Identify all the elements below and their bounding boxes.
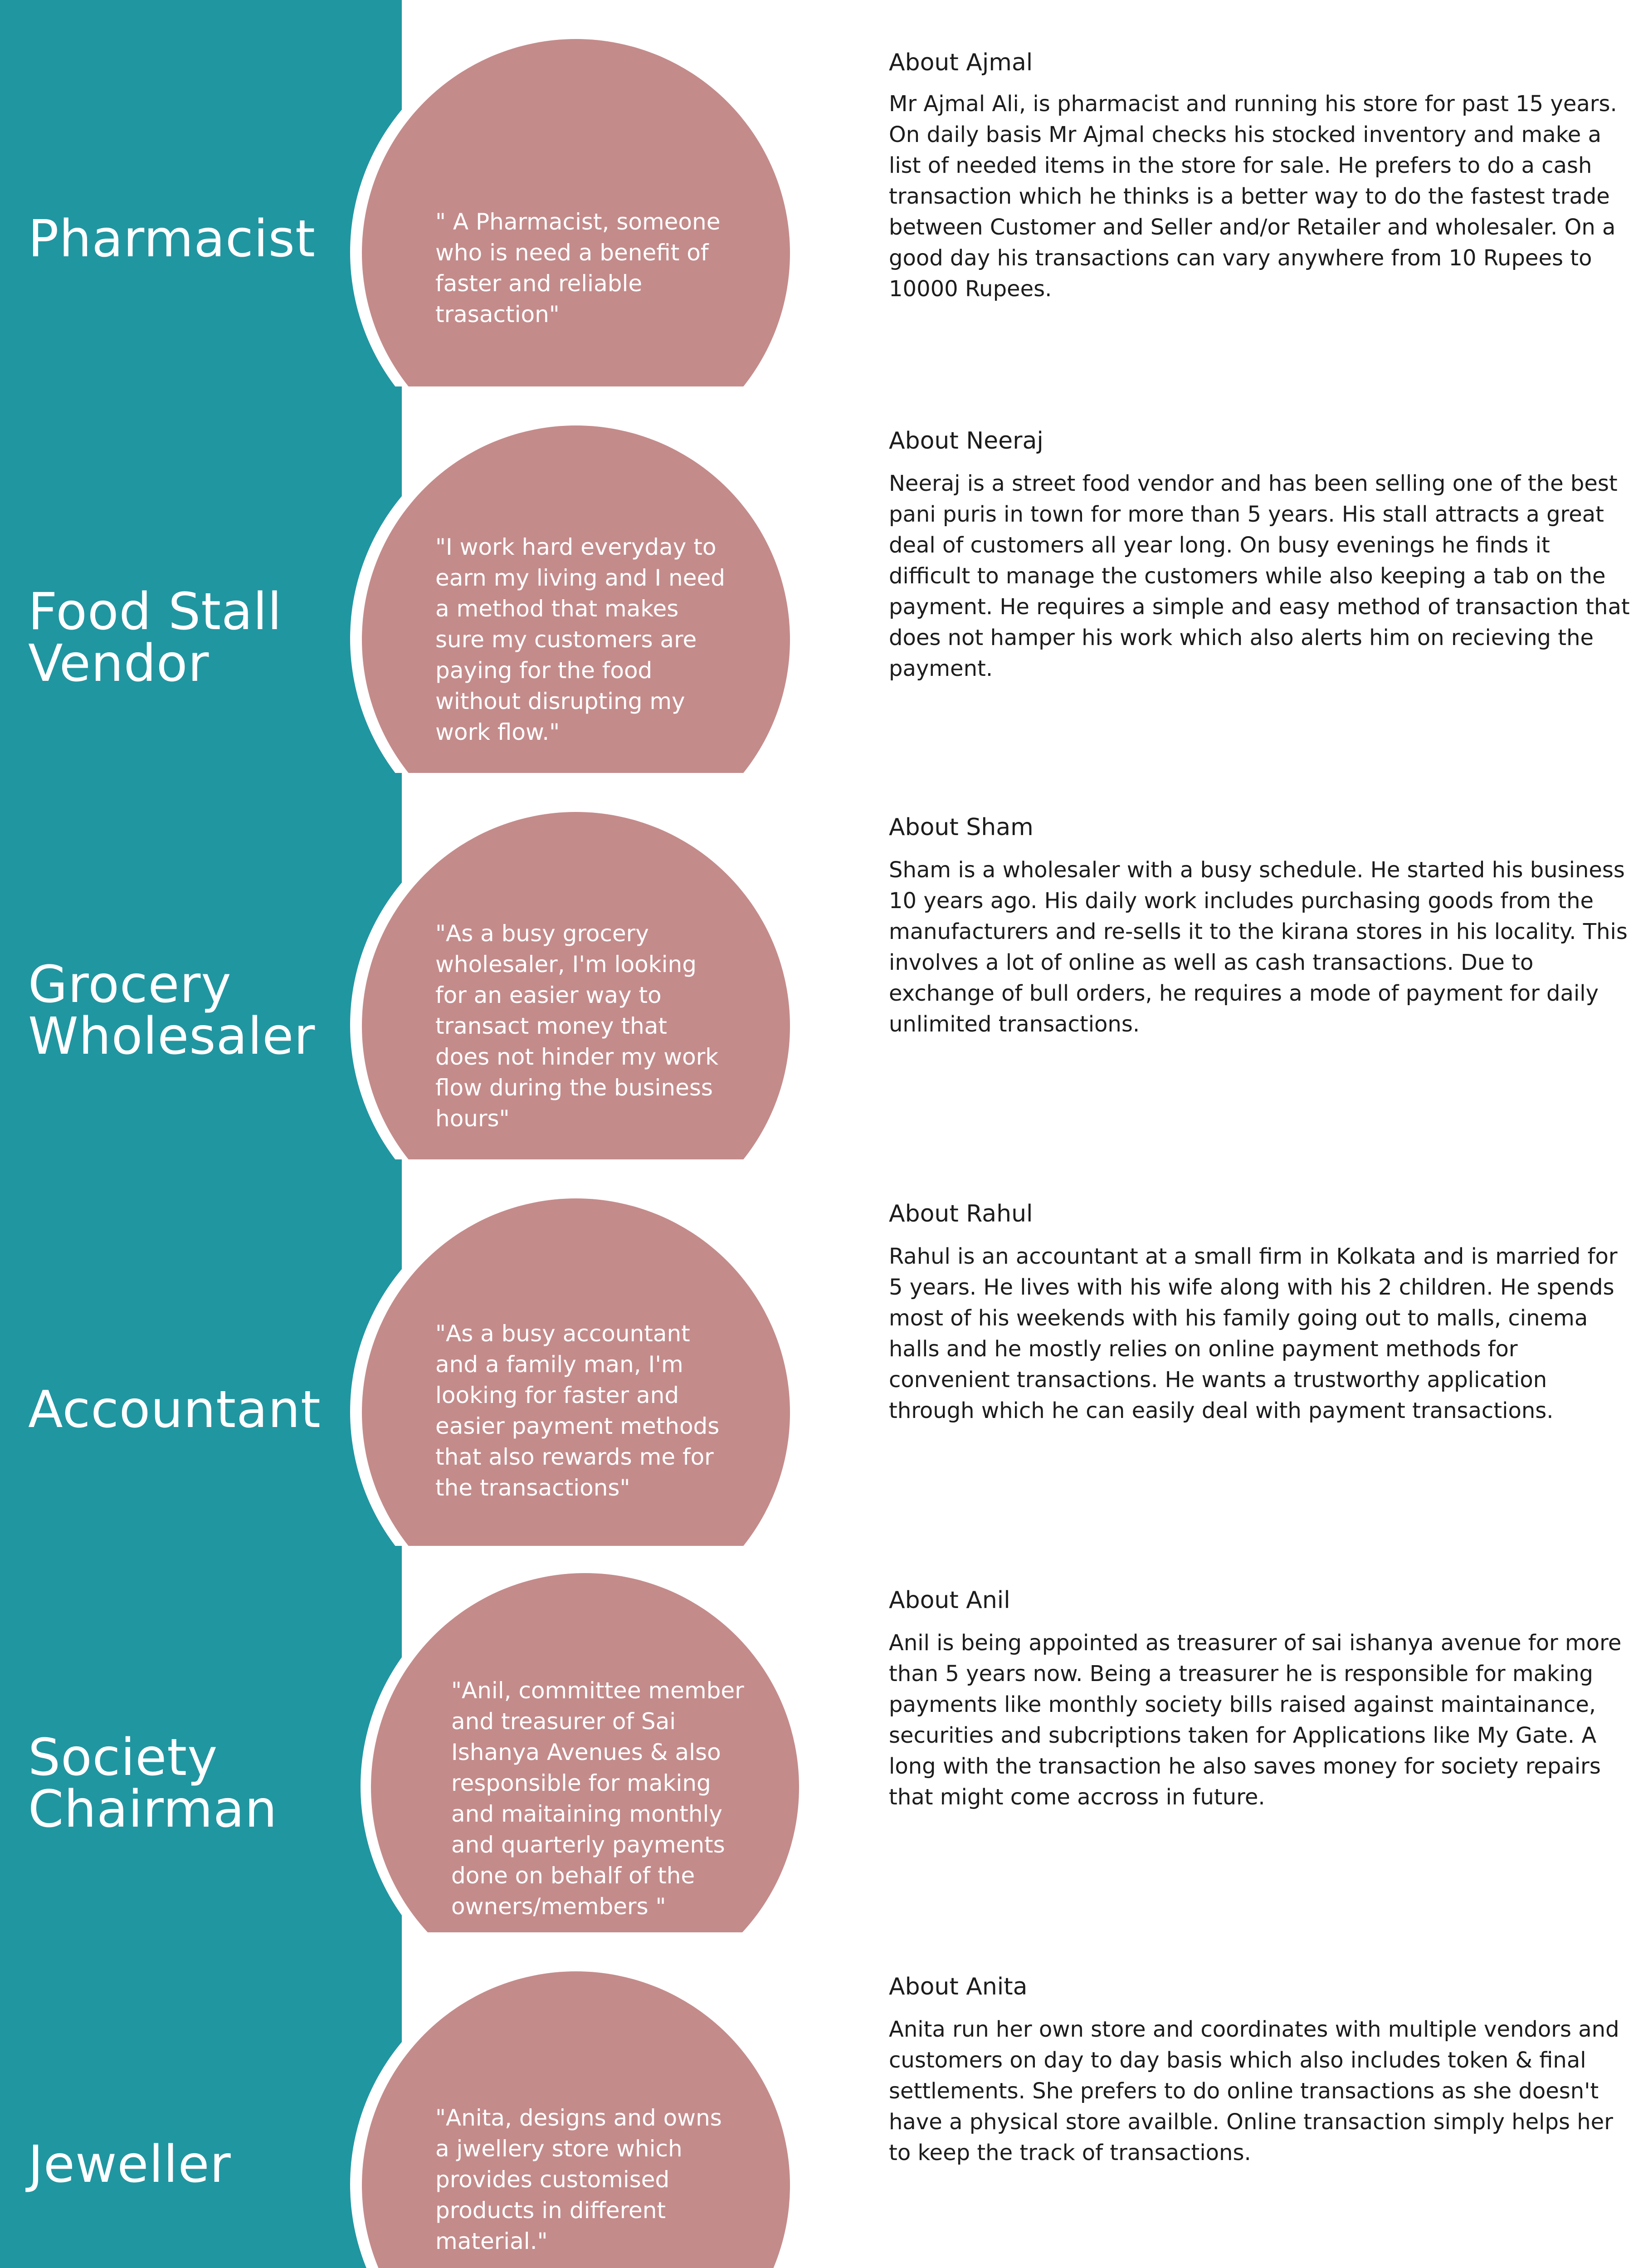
about-title: About Rahul <box>889 1200 1033 1227</box>
about-title: About Sham <box>889 814 1034 841</box>
persona-quote: "Anil, committee member and treasurer of Sai Ishanya Avenues & also responsible for making and maitaining monthly and quarterly payments done on behalf of the owners/members " <box>451 1677 744 1920</box>
persona-role: Grocery Wholesaler <box>28 955 316 1066</box>
about-body: Neeraj is a street food vendor and has been selling one of the best pani puris in town for more than 5 years. His stall attracts a great deal of customers all year long. On busy evenings he finds it difficult to manage the customers while also keeping a tab on the payment. He requires a simple and easy method of transaction that does not hamper his work which also alerts him on recieving the payment. <box>889 471 1630 681</box>
about-title: About Ajmal <box>889 49 1033 76</box>
persona-food-stall-vendor <box>0 386 1648 773</box>
persona-role: Society Chairman <box>28 1728 278 1839</box>
about-title: About Neeraj <box>889 427 1043 455</box>
persona-quote: " A Pharmacist, someone who is need a benefit of faster and reliable trasaction" <box>435 209 721 327</box>
persona-quote: "As a busy accountant and a family man, I'm looking for faster and easier payment methods that also rewards me for the transactions" <box>435 1320 720 1501</box>
about-body: Mr Ajmal Ali, is pharmacist and running his store for past 15 years. On daily basis Mr Ajmal checks his stocked inventory and make a list of needed items in the store for sale. He prefers to do a cash transaction which he thinks is a better way to do the fastest trade between Customer and Seller and/or Retailer and wholesaler. On a good day his transactions can vary anywhere from 10 Rupees to 10000 Rupees. <box>889 91 1617 302</box>
persona-jeweller <box>0 1932 1648 2268</box>
about-body: Anita run her own store and coordinates with multiple vendors and customers on day to day basis which also includes token & final settlements. She prefers to do online transactions as she doesn't have a physical store availble. Online transaction simply helps her to keep the track of transactions. <box>889 2017 1619 2165</box>
persona-grocery-wholesaler <box>0 773 1648 1159</box>
about-title: About Anita <box>889 1973 1028 2000</box>
persona-role: Pharmacist <box>28 210 316 269</box>
persona-role: Accountant <box>28 1380 321 1439</box>
persona-society-chairman <box>0 1546 1648 1932</box>
persona-quote: "Anita, designs and owns a jwellery store which provides customised products in different material." <box>435 2105 722 2254</box>
persona-role: Jeweller <box>28 2135 231 2194</box>
persona-pharmacist <box>0 0 1648 386</box>
about-body: Sham is a wholesaler with a busy schedule. He started his business 10 years ago. His daily work includes purchasing goods from the manufacturers and re-sells it to the kirana stores in his locality. This involves a lot of online as well as cash transactions. Due to exchange of bull orders, he requires a mode of payment for daily unlimited transactions. <box>889 857 1628 1037</box>
about-body: Anil is being appointed as treasurer of sai ishanya avenue for more than 5 years now. Being a treasurer he is responsible for making payments like monthly society bills raised against maintainance, securities and subcriptions taken for Applications like My Gate. A long with the transaction he also saves money for society repairs that might come accross in future. <box>889 1630 1622 1810</box>
about-title: About Anil <box>889 1587 1010 1614</box>
about-body: Rahul is an accountant at a small firm in Kolkata and is married for 5 years. He lives with his wife along with his 2 children. He spends most of his weekends with his family going out to malls, cinema halls and he mostly relies on online payment methods for convenient transactions. He wants a trustworthy application through which he can easily deal with payment transactions. <box>889 1244 1618 1423</box>
persona-role: Food Stall Vendor <box>28 582 283 693</box>
persona-accountant <box>0 1159 1648 1546</box>
persona-quote: "As a busy grocery wholesaler, I'm looking for an easier way to transact money that does not hinder my work flow during the business hours" <box>435 920 719 1132</box>
persona-quote: "I work hard everyday to earn my living and I need a method that makes sure my customers are paying for the food without disrupting my work flow." <box>435 534 725 745</box>
